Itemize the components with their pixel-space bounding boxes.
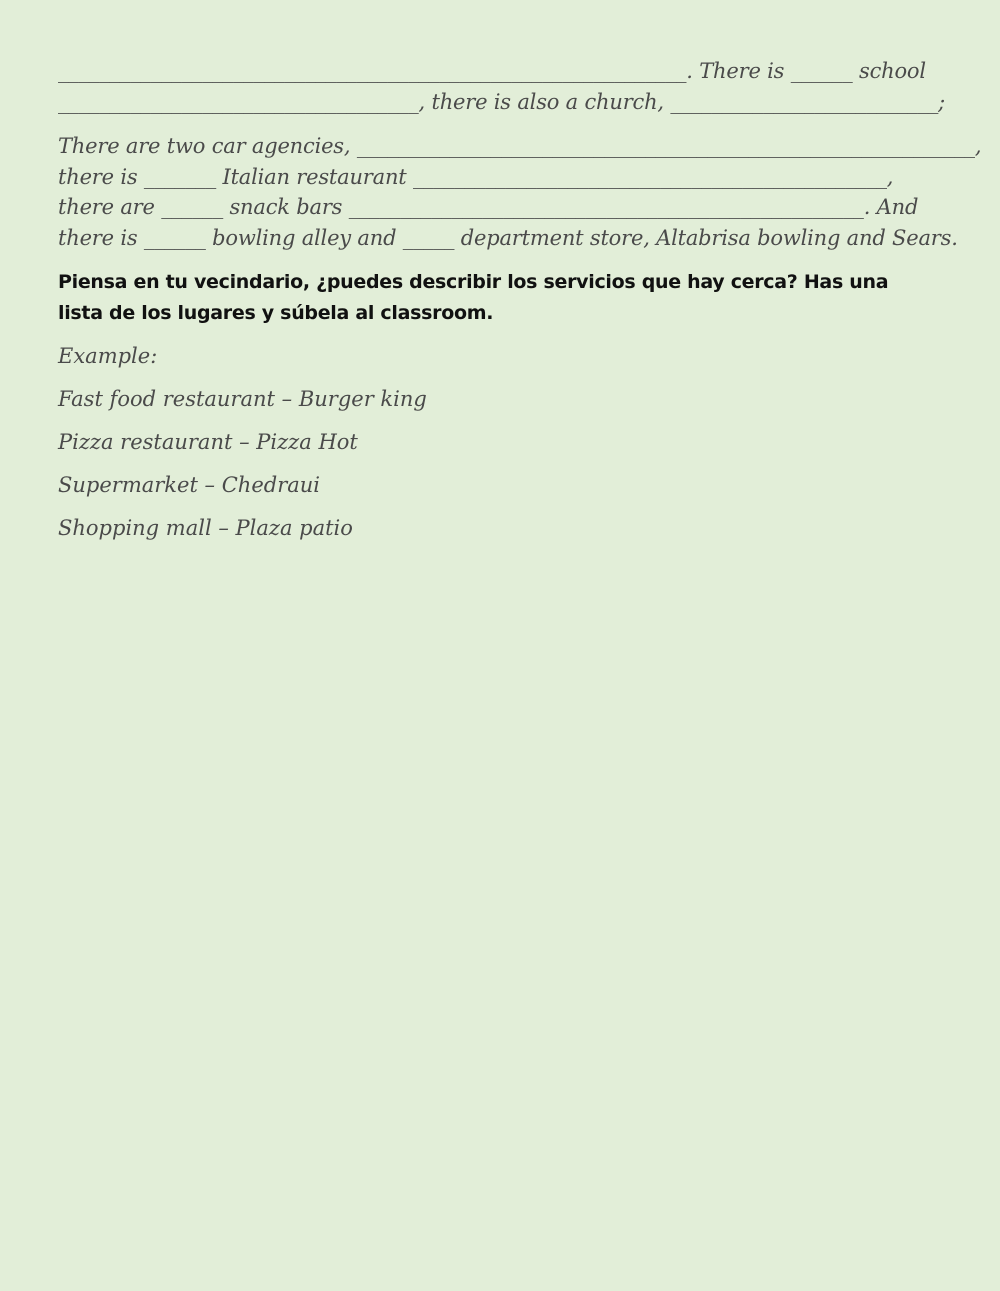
paragraph-1 xyxy=(58,56,946,117)
paragraph-1-line-2: ___________________________________, there is also a church, __________________________; xyxy=(58,89,946,114)
worksheet-page xyxy=(58,56,982,543)
paragraph-2 xyxy=(58,131,982,253)
list-item: Fast food restaurant – Burger king xyxy=(58,387,427,411)
list-item: Supermarket – Chedraui xyxy=(58,473,320,497)
examples-list xyxy=(58,384,938,543)
paragraph-2-line-4: there is ______ bowling alley and _____ department store, Altabrisa bowling and Sears. xyxy=(58,225,958,250)
paragraph-2-line-2: there is _______ Italian restaurant ______________________________________________, xyxy=(58,164,894,189)
list-item: Shopping mall – Plaza patio xyxy=(58,516,353,540)
paragraph-2-line-1: There are two car agencies, ____________________________________________________________, xyxy=(58,134,982,158)
example-label: Example: xyxy=(58,344,158,368)
list-item: Pizza restaurant – Pizza Hot xyxy=(58,430,358,454)
instruction-text: Piensa en tu vecindario, ¿puedes describir los servicios que hay cerca? Has una lista de los lugares y súbela al classroom. xyxy=(58,271,889,324)
paragraph-1-line-1: _____________________________________________________________. There is ______ school xyxy=(58,59,926,83)
paragraph-2-line-3: there are ______ snack bars __________________________________________________. And xyxy=(58,195,919,219)
